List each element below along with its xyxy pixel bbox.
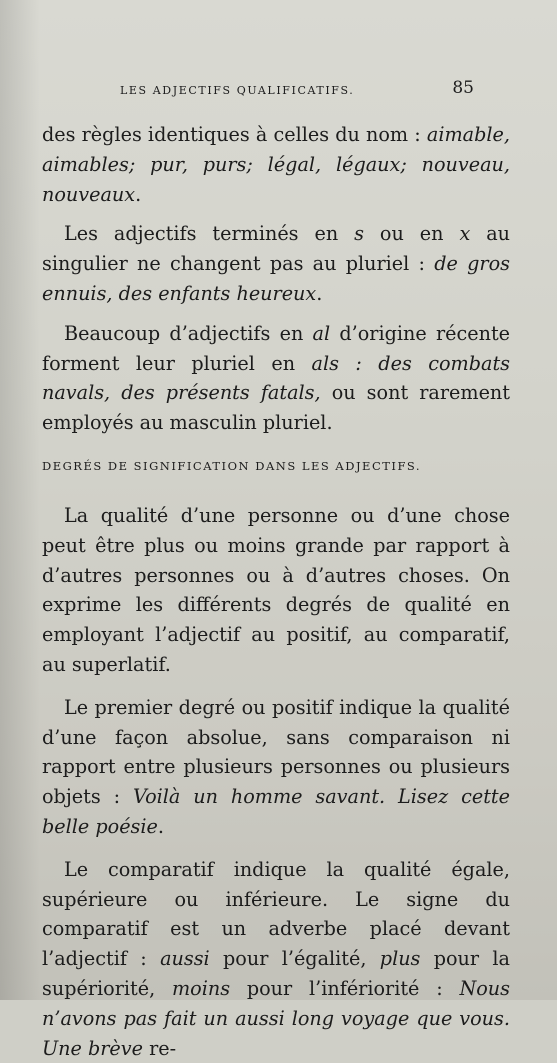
- text-run: ou sont rarement employés au masculin pluriel.: [42, 381, 510, 435]
- text-run: pour l’infériorité :: [230, 976, 460, 1000]
- paragraph-3: [42, 319, 510, 438]
- text-run: des règles identiques à celles du nom :: [42, 123, 427, 146]
- text-run: re-: [143, 1036, 177, 1060]
- page-gutter-shadow: [0, 0, 40, 1000]
- text-run: Les adjectifs terminés en: [64, 222, 355, 246]
- italic-run: Nous n’avons pas fait un aussi long voyage que vous. Une brève: [42, 976, 510, 1060]
- italic-run: s: [354, 222, 364, 246]
- text-run: au singulier ne changent pas au pluriel :: [42, 222, 511, 276]
- italic-run: de gros ennuis, des enfants heureux: [42, 252, 511, 305]
- italic-run: moins: [171, 976, 231, 1000]
- italic-run: Voilà un homme savant. Lisez cette belle poésie: [42, 785, 510, 838]
- text-run: Le comparatif indique la qualité égale, supérieure ou inférieure. Le signe du comparatif est un adverbe placé devant l’adjectif :: [42, 857, 510, 971]
- paragraph-4: La qualité d’une personne ou d’une chose peut être plus ou moins grande par rapport à d’autres personnes ou à d’autres choses. On exprime les différents degrés de qualité en employant l’adjectif au positif, au comparatif, au superlatif.: [42, 503, 510, 676]
- section-heading: DEGRÉS DE SIGNIFICATION DANS LES ADJECTIFS.: [42, 458, 422, 473]
- text-run: ou en: [363, 222, 460, 246]
- italic-run: plus: [379, 947, 421, 971]
- italic-run: aimable, aimables; pur, purs; légal, légaux; nouveau, nouveaux: [42, 123, 510, 206]
- italic-run: als : des combats navals, des présents fatals,: [42, 351, 510, 405]
- text-run: Le premier degré ou positif indique la qualité d’une façon absolue, sans comparaison ni rapport entre plusieurs personnes ou plusieurs objets :: [42, 695, 510, 809]
- text-run: pour la supériorité,: [42, 947, 510, 1000]
- italic-run: x: [459, 222, 471, 246]
- text-run: .: [157, 814, 165, 838]
- paragraph-2: [42, 219, 510, 308]
- text-run: .: [316, 281, 323, 305]
- page-body: [42, 120, 510, 1063]
- paragraph-1: [42, 120, 510, 209]
- running-header: [120, 78, 500, 100]
- paragraph-5: [42, 693, 510, 842]
- text-run: pour l’égalité,: [209, 947, 380, 971]
- paragraph-6: [42, 855, 510, 1063]
- italic-run: aussi: [160, 947, 210, 971]
- text-run: .: [135, 182, 142, 206]
- page-number: 85: [452, 78, 474, 98]
- text-run: Beaucoup d’adjectifs en: [64, 321, 313, 345]
- italic-run: al: [312, 321, 331, 345]
- text-run: d’origine récente forment leur pluriel en: [42, 321, 511, 375]
- running-title: LES ADJECTIFS QUALIFICATIFS.: [120, 84, 355, 97]
